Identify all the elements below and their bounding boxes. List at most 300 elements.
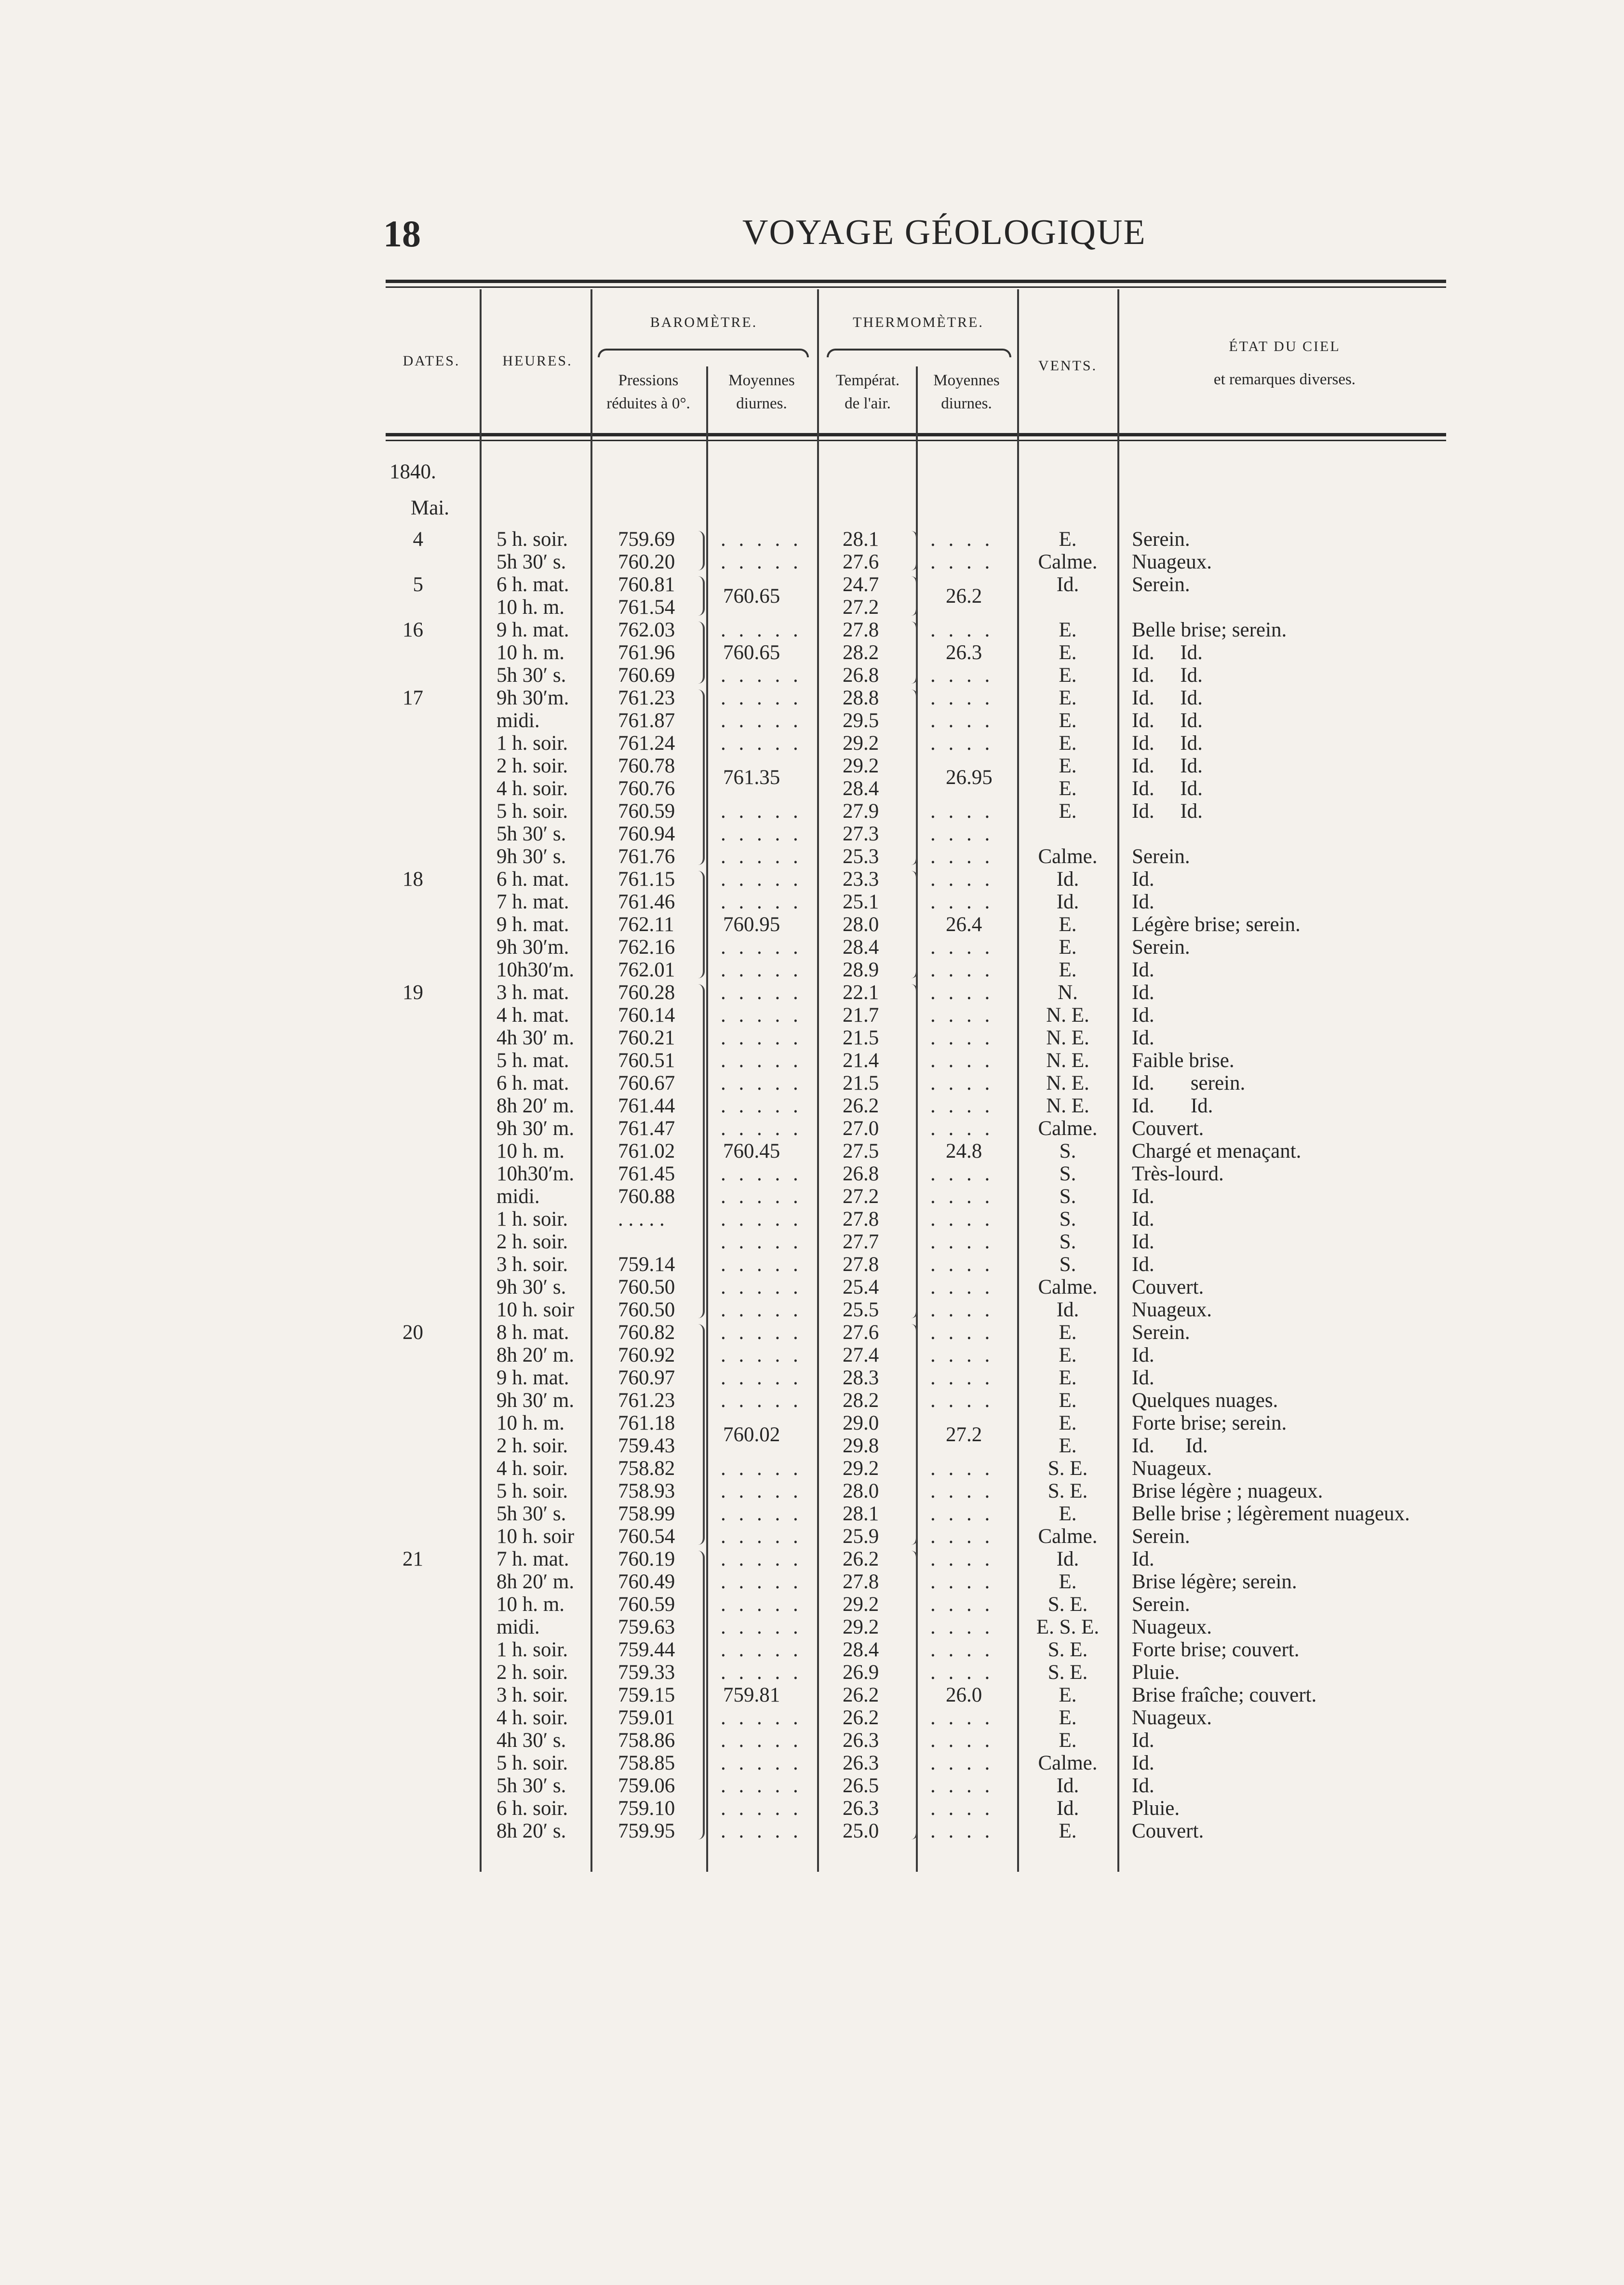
col-line-1 — [480, 289, 482, 1872]
thermo-dots: . . . . — [930, 1163, 994, 1185]
thermo-dots: . . . . — [930, 1366, 994, 1389]
temperature-cell: 25.5 — [843, 1298, 879, 1321]
baro-dots: . . . . . — [721, 1480, 802, 1502]
wind-cell: Id. — [1056, 573, 1079, 596]
thermo-dots: . . . . — [930, 1593, 994, 1616]
baro-dots: . . . . . — [721, 1616, 802, 1638]
wind-cell: E. — [1059, 959, 1077, 981]
baro-daily-mean: 760.45 — [723, 1140, 780, 1163]
thermo-daily-mean: 27.2 — [946, 1423, 982, 1446]
temperature-cell: 27.7 — [843, 1230, 879, 1253]
thermo-dots: . . . . — [930, 1752, 994, 1774]
pressure-cell: 760.97 — [618, 1366, 675, 1389]
thermo-dots: . . . . — [930, 868, 994, 891]
hour-cell: 8h 20′ m. — [497, 1344, 575, 1366]
temperature-cell: 28.2 — [843, 641, 879, 664]
sky-cell: Brise légère; serein. — [1132, 1570, 1297, 1593]
hour-cell: 4h 30′ s. — [497, 1729, 566, 1752]
pressure-cell: 759.44 — [618, 1638, 675, 1661]
hour-cell: 2 h. soir. — [497, 1230, 568, 1253]
temperature-cell: 27.8 — [843, 1208, 879, 1230]
sky-cell: Pluie. — [1132, 1661, 1180, 1684]
wind-cell: E. — [1059, 664, 1077, 687]
baro-daily-mean: 760.65 — [723, 641, 780, 664]
hour-cell: 5h 30′ s. — [497, 1502, 566, 1525]
hour-cell: 10 h. m. — [497, 1593, 564, 1616]
baro-dots: . . . . . — [721, 800, 802, 823]
temperature-cell: 27.4 — [843, 1344, 879, 1366]
pressure-cell: 758.82 — [618, 1457, 675, 1480]
thermo-dots: . . . . — [930, 1525, 994, 1548]
sky-cell: Id. — [1132, 1729, 1154, 1752]
baro-bracket — [698, 984, 705, 1318]
thermo-dots: . . . . — [930, 551, 994, 573]
hour-cell: 3 h. soir. — [497, 1684, 568, 1706]
temperature-cell: 26.9 — [843, 1661, 879, 1684]
thermo-dots: . . . . — [930, 1276, 994, 1298]
temperature-cell: 27.2 — [843, 1185, 879, 1208]
baro-dots: . . . . . — [721, 1095, 802, 1117]
thermo-dots: . . . . — [930, 800, 994, 823]
thermometre-brace — [827, 349, 1011, 357]
sky-cell: Serein. — [1132, 936, 1190, 959]
wind-cell: S. — [1059, 1140, 1076, 1163]
hour-cell: 2 h. soir. — [497, 755, 568, 777]
pressure-cell: 760.49 — [618, 1570, 675, 1593]
thermo-daily-mean: 26.95 — [946, 766, 993, 789]
sky-cell: Id. Id. — [1132, 709, 1203, 732]
thermo-dots: . . . . — [930, 1820, 994, 1842]
pressure-cell: 759.14 — [618, 1253, 675, 1276]
wind-cell: E. — [1059, 777, 1077, 800]
temperature-cell: 23.3 — [843, 868, 879, 891]
temperature-cell: 27.6 — [843, 551, 879, 573]
sky-cell: Couvert. — [1132, 1117, 1204, 1140]
pressure-cell: 760.94 — [618, 823, 675, 845]
baro-dots: . . . . . — [721, 1208, 802, 1230]
date-cell: 4 — [413, 528, 423, 551]
temperature-cell: 28.1 — [843, 528, 879, 551]
header-moyennes-baro: Moyennes diurnes. — [728, 372, 795, 412]
pressure-cell: 760.78 — [618, 755, 675, 777]
header-moyennes-thermo: Moyennes diurnes. — [933, 372, 1000, 412]
header-etat: ÉTAT DU CIEL et remarques diverses. — [1213, 338, 1356, 388]
sky-cell: Id. — [1132, 1253, 1154, 1276]
wind-cell: Calme. — [1038, 1752, 1098, 1774]
temperature-cell: 26.3 — [843, 1797, 879, 1820]
pressure-cell: 759.15 — [618, 1684, 675, 1706]
pressure-cell: 759.63 — [618, 1616, 675, 1638]
wind-cell: N. E. — [1046, 1004, 1089, 1027]
baro-dots: . . . . . — [721, 1570, 802, 1593]
sky-cell: Id. — [1132, 1208, 1154, 1230]
temperature-cell: 29.2 — [843, 1457, 879, 1480]
pressure-cell: 760.21 — [618, 1027, 675, 1049]
sky-cell: Id. — [1132, 1774, 1154, 1797]
baro-bracket — [698, 1551, 705, 1839]
thermo-dots: . . . . — [930, 732, 994, 755]
pressure-cell: 760.67 — [618, 1072, 675, 1095]
baro-dots: . . . . . — [721, 1820, 802, 1842]
pressure-cell: 760.82 — [618, 1321, 675, 1344]
pressure-cell: 761.46 — [618, 891, 675, 913]
baro-dots: . . . . . — [721, 868, 802, 891]
hour-cell: 9h 30′m. — [497, 687, 569, 709]
hour-cell: 5h 30′ s. — [497, 664, 566, 687]
hour-cell: 6 h. soir. — [497, 1797, 568, 1820]
pressure-cell: 759.33 — [618, 1661, 675, 1684]
baro-dots: . . . . . — [721, 1230, 802, 1253]
pressure-cell: 761.23 — [618, 687, 675, 709]
hour-cell: 3 h. mat. — [497, 981, 569, 1004]
wind-cell: Id. — [1056, 868, 1079, 891]
thermo-daily-mean: 24.8 — [946, 1140, 982, 1163]
sky-cell: Nuageux. — [1132, 1706, 1212, 1729]
thermo-dots: . . . . — [930, 1502, 994, 1525]
sky-cell: Forte brise; couvert. — [1132, 1638, 1300, 1661]
thermo-dots: . . . . — [930, 845, 994, 868]
thermo-dots: . . . . — [930, 1117, 994, 1140]
hour-cell: 8 h. mat. — [497, 1321, 569, 1344]
date-cell: 19 — [403, 981, 423, 1004]
sky-cell: Id. — [1132, 1185, 1154, 1208]
sky-cell: Belle brise ; légèrement nuageux. — [1132, 1502, 1410, 1525]
pressure-cell: 761.24 — [618, 732, 675, 755]
hour-cell: 5 h. soir. — [497, 528, 568, 551]
hour-cell: 5 h. soir. — [497, 800, 568, 823]
thermo-dots: . . . . — [930, 1706, 994, 1729]
wind-cell: E. — [1059, 1706, 1077, 1729]
temperature-cell: 27.6 — [843, 1321, 879, 1344]
sky-cell: Chargé et menaçant. — [1132, 1140, 1302, 1163]
sky-cell: Nuageux. — [1132, 551, 1212, 573]
temperature-cell: 25.0 — [843, 1820, 879, 1842]
pressure-cell: 761.45 — [618, 1163, 675, 1185]
pressure-cell: 761.15 — [618, 868, 675, 891]
baro-bracket — [698, 871, 705, 978]
year-label: 1840. — [389, 460, 436, 483]
wind-cell: S. E. — [1047, 1661, 1088, 1684]
temperature-cell: 25.4 — [843, 1276, 879, 1298]
wind-cell: E. — [1059, 755, 1077, 777]
baro-bracket — [698, 531, 705, 570]
sky-cell: Id. — [1132, 1548, 1154, 1570]
baro-daily-mean: 760.95 — [723, 913, 780, 936]
thermo-dots: . . . . — [930, 1027, 994, 1049]
thermo-dots: . . . . — [930, 1072, 994, 1095]
header-barometre: BAROMÈTRE. — [650, 314, 758, 330]
baro-dots: . . . . . — [721, 709, 802, 732]
pressure-cell: 760.69 — [618, 664, 675, 687]
baro-dots: . . . . . — [721, 1706, 802, 1729]
hour-cell: 9 h. mat. — [497, 913, 569, 936]
thermo-dots: . . . . — [930, 1344, 994, 1366]
wind-cell: Id. — [1056, 1298, 1079, 1321]
wind-cell: Calme. — [1038, 1525, 1098, 1548]
baro-dots: . . . . . — [721, 823, 802, 845]
hour-cell: 2 h. soir. — [497, 1434, 568, 1457]
hour-cell: midi. — [497, 1185, 540, 1208]
sky-cell: Pluie. — [1132, 1797, 1180, 1820]
temperature-cell: 21.7 — [843, 1004, 879, 1027]
wind-cell: E. — [1059, 641, 1077, 664]
hour-cell: 2 h. soir. — [497, 1661, 568, 1684]
wind-cell: E. — [1059, 732, 1077, 755]
sky-cell: Id. — [1132, 891, 1154, 913]
header-heures: HEURES. — [502, 353, 573, 369]
hour-cell: 9h 30′ m. — [497, 1389, 575, 1412]
temperature-cell: 21.4 — [843, 1049, 879, 1072]
pressure-cell: 759.10 — [618, 1797, 675, 1820]
wind-cell: S. E. — [1047, 1457, 1088, 1480]
date-cell: 16 — [403, 619, 423, 641]
thermo-dots: . . . . — [930, 1049, 994, 1072]
sky-cell: Faible brise. — [1132, 1049, 1235, 1072]
pressure-cell: 760.20 — [618, 551, 675, 573]
thermo-dots: . . . . — [930, 687, 994, 709]
temperature-cell: 28.0 — [843, 1480, 879, 1502]
pressure-cell: 761.76 — [618, 845, 675, 868]
sky-cell: Id. Id. — [1132, 1434, 1208, 1457]
temperature-cell: 27.8 — [843, 1253, 879, 1276]
thermo-dots: . . . . — [930, 1729, 994, 1752]
hour-cell: 9h 30′m. — [497, 936, 569, 959]
temperature-cell: 25.1 — [843, 891, 879, 913]
col-line-4 — [817, 289, 819, 1872]
pressure-cell: 759.43 — [618, 1434, 675, 1457]
sky-cell: Serein. — [1132, 845, 1190, 868]
baro-daily-mean: 759.81 — [723, 1684, 780, 1706]
sky-cell: Serein. — [1132, 1525, 1190, 1548]
header-thermometre: THERMOMÈTRE. — [853, 314, 984, 330]
pressure-cell: 760.92 — [618, 1344, 675, 1366]
baro-dots: . . . . . — [721, 1321, 802, 1344]
barometre-brace — [598, 349, 809, 357]
sky-cell: Très-lourd. — [1132, 1163, 1224, 1185]
thermo-dots: . . . . — [930, 619, 994, 641]
baro-dots: . . . . . — [721, 732, 802, 755]
temperature-cell: 26.8 — [843, 664, 879, 687]
temperature-cell: 22.1 — [843, 981, 879, 1004]
wind-cell: E. — [1059, 936, 1077, 959]
baro-bracket — [698, 690, 705, 865]
wind-cell: E. — [1059, 1502, 1077, 1525]
wind-cell: S. — [1059, 1163, 1076, 1185]
wind-cell: N. — [1058, 981, 1078, 1004]
sky-cell: Belle brise; serein. — [1132, 619, 1287, 641]
wind-cell: S. E. — [1047, 1638, 1088, 1661]
baro-dots: . . . . . — [721, 1638, 802, 1661]
date-cell: 17 — [403, 687, 423, 709]
thermo-dots: . . . . — [930, 959, 994, 981]
temperature-cell: 27.2 — [843, 596, 879, 619]
temperature-cell: 21.5 — [843, 1027, 879, 1049]
sky-cell: Légère brise; serein. — [1132, 913, 1301, 936]
hour-cell: 5 h. mat. — [497, 1049, 569, 1072]
page-number: 18 — [383, 213, 421, 255]
temperature-cell: 26.2 — [843, 1684, 879, 1706]
pressure-cell: 760.51 — [618, 1049, 675, 1072]
baro-dots: . . . . . — [721, 619, 802, 641]
sky-cell: Id. Id. — [1132, 732, 1203, 755]
thermo-dots: . . . . — [930, 1298, 994, 1321]
baro-dots: . . . . . — [721, 1752, 802, 1774]
thermo-bracket — [911, 1551, 918, 1839]
sky-cell: Forte brise; serein. — [1132, 1412, 1287, 1434]
baro-dots: . . . . . — [721, 1185, 802, 1208]
hour-cell: 1 h. soir. — [497, 1638, 568, 1661]
wind-cell: Calme. — [1038, 1276, 1098, 1298]
thermo-bracket — [911, 690, 918, 865]
thermo-dots: . . . . — [930, 981, 994, 1004]
pressure-cell: 761.18 — [618, 1412, 675, 1434]
pressure-cell: . . . . . — [618, 1208, 665, 1230]
temperature-cell: 28.4 — [843, 1638, 879, 1661]
hour-cell: 5h 30′ s. — [497, 823, 566, 845]
baro-dots: . . . . . — [721, 1298, 802, 1321]
baro-dots: . . . . . — [721, 959, 802, 981]
baro-dots: . . . . . — [721, 936, 802, 959]
pressure-cell: 761.02 — [618, 1140, 675, 1163]
wind-cell: E. — [1059, 1344, 1077, 1366]
thermo-bracket — [911, 871, 918, 978]
temperature-cell: 26.2 — [843, 1706, 879, 1729]
sky-cell: Id. Id. — [1132, 687, 1203, 709]
sky-cell: Id. Id. — [1132, 800, 1203, 823]
temperature-cell: 29.8 — [843, 1434, 879, 1457]
temperature-cell: 21.5 — [843, 1072, 879, 1095]
hour-cell: 9 h. mat. — [497, 619, 569, 641]
wind-cell: Calme. — [1038, 551, 1098, 573]
sky-cell: Couvert. — [1132, 1276, 1204, 1298]
month-label: Mai. — [411, 497, 450, 519]
baro-dots: . . . . . — [721, 1117, 802, 1140]
temperature-cell: 29.2 — [843, 755, 879, 777]
thermo-bracket — [911, 576, 918, 616]
temperature-cell: 26.2 — [843, 1095, 879, 1117]
baro-dots: . . . . . — [721, 1389, 802, 1412]
baro-dots: . . . . . — [721, 1774, 802, 1797]
baro-daily-mean: 761.35 — [723, 766, 780, 789]
hour-cell: 3 h. soir. — [497, 1253, 568, 1276]
thermo-dots: . . . . — [930, 1797, 994, 1820]
hour-cell: 10 h. m. — [497, 1412, 564, 1434]
date-cell: 21 — [403, 1548, 423, 1570]
thermo-dots: . . . . — [930, 1457, 994, 1480]
wind-cell: E. — [1059, 687, 1077, 709]
sky-cell: Id. serein. — [1132, 1072, 1246, 1095]
hour-cell: 4 h. soir. — [497, 777, 568, 800]
baro-dots: . . . . . — [721, 687, 802, 709]
thermo-dots: . . . . — [930, 1230, 994, 1253]
temperature-cell: 27.8 — [843, 1570, 879, 1593]
running-title: VOYAGE GÉOLOGIQUE — [742, 213, 1146, 252]
pressure-cell: 758.85 — [618, 1752, 675, 1774]
col-line-2 — [591, 289, 592, 1872]
pressure-cell: 760.14 — [618, 1004, 675, 1027]
temperature-cell: 26.3 — [843, 1729, 879, 1752]
temperature-cell: 26.8 — [843, 1163, 879, 1185]
thermo-daily-mean: 26.0 — [946, 1684, 982, 1706]
thermo-bracket — [911, 984, 918, 1318]
thermo-bracket — [911, 1324, 918, 1545]
pressure-cell: 761.87 — [618, 709, 675, 732]
wind-cell: E. — [1059, 1684, 1077, 1706]
wind-cell: Id. — [1056, 891, 1079, 913]
wind-cell: S. — [1059, 1230, 1076, 1253]
top-rule-thin — [386, 286, 1446, 288]
pressure-cell: 760.19 — [618, 1548, 675, 1570]
wind-cell: N. E. — [1046, 1027, 1089, 1049]
temperature-cell: 28.0 — [843, 913, 879, 936]
pressure-cell: 760.54 — [618, 1525, 675, 1548]
wind-cell: S. — [1059, 1208, 1076, 1230]
hour-cell: 4 h. soir. — [497, 1706, 568, 1729]
temperature-cell: 27.3 — [843, 823, 879, 845]
thermo-dots: . . . . — [930, 1548, 994, 1570]
hour-cell: 9 h. mat. — [497, 1366, 569, 1389]
temperature-cell: 27.5 — [843, 1140, 879, 1163]
hour-cell: midi. — [497, 709, 540, 732]
sky-cell: Id. — [1132, 1752, 1154, 1774]
hour-cell: 10 h. m. — [497, 1140, 564, 1163]
thermo-dots: . . . . — [930, 1208, 994, 1230]
baro-dots: . . . . . — [721, 1366, 802, 1389]
sky-cell: Id. — [1132, 981, 1154, 1004]
pressure-cell: 759.06 — [618, 1774, 675, 1797]
sky-cell: Id. — [1132, 1344, 1154, 1366]
date-cell: 5 — [413, 573, 423, 596]
hour-cell: 9h 30′ s. — [497, 845, 566, 868]
sky-cell: Serein. — [1132, 1321, 1190, 1344]
sky-cell: Id. Id. — [1132, 777, 1203, 800]
baro-dots: . . . . . — [721, 1027, 802, 1049]
sky-cell: Serein. — [1132, 1593, 1190, 1616]
thermo-dots: . . . . — [930, 891, 994, 913]
hour-cell: midi. — [497, 1616, 540, 1638]
sky-cell: Id. — [1132, 959, 1154, 981]
temperature-cell: 28.2 — [843, 1389, 879, 1412]
baro-dots: . . . . . — [721, 891, 802, 913]
thermo-dots: . . . . — [930, 1661, 994, 1684]
temperature-cell: 26.5 — [843, 1774, 879, 1797]
sky-cell: Serein. — [1132, 573, 1190, 596]
thermo-dots: . . . . — [930, 1774, 994, 1797]
wind-cell: E. — [1059, 800, 1077, 823]
baro-dots: . . . . . — [721, 981, 802, 1004]
wind-cell: S. E. — [1047, 1480, 1088, 1502]
wind-cell: E. — [1059, 1570, 1077, 1593]
pressure-cell: 758.99 — [618, 1502, 675, 1525]
temperature-cell: 26.3 — [843, 1752, 879, 1774]
baro-dots: . . . . . — [721, 1049, 802, 1072]
pressure-cell: 759.69 — [618, 528, 675, 551]
temperature-cell: 25.9 — [843, 1525, 879, 1548]
wind-cell: E. — [1059, 1820, 1077, 1842]
baro-dots: . . . . . — [721, 1661, 802, 1684]
baro-bracket — [698, 576, 705, 616]
wind-cell: Calme. — [1038, 845, 1098, 868]
pressure-cell: 759.01 — [618, 1706, 675, 1729]
wind-cell: E. — [1059, 1366, 1077, 1389]
wind-cell: S. E. — [1047, 1593, 1088, 1616]
baro-dots: . . . . . — [721, 845, 802, 868]
temperature-cell: 29.5 — [843, 709, 879, 732]
sky-cell: Id. — [1132, 868, 1154, 891]
hour-cell: 10 h. m. — [497, 641, 564, 664]
baro-dots: . . . . . — [721, 1163, 802, 1185]
wind-cell: Id. — [1056, 1797, 1079, 1820]
